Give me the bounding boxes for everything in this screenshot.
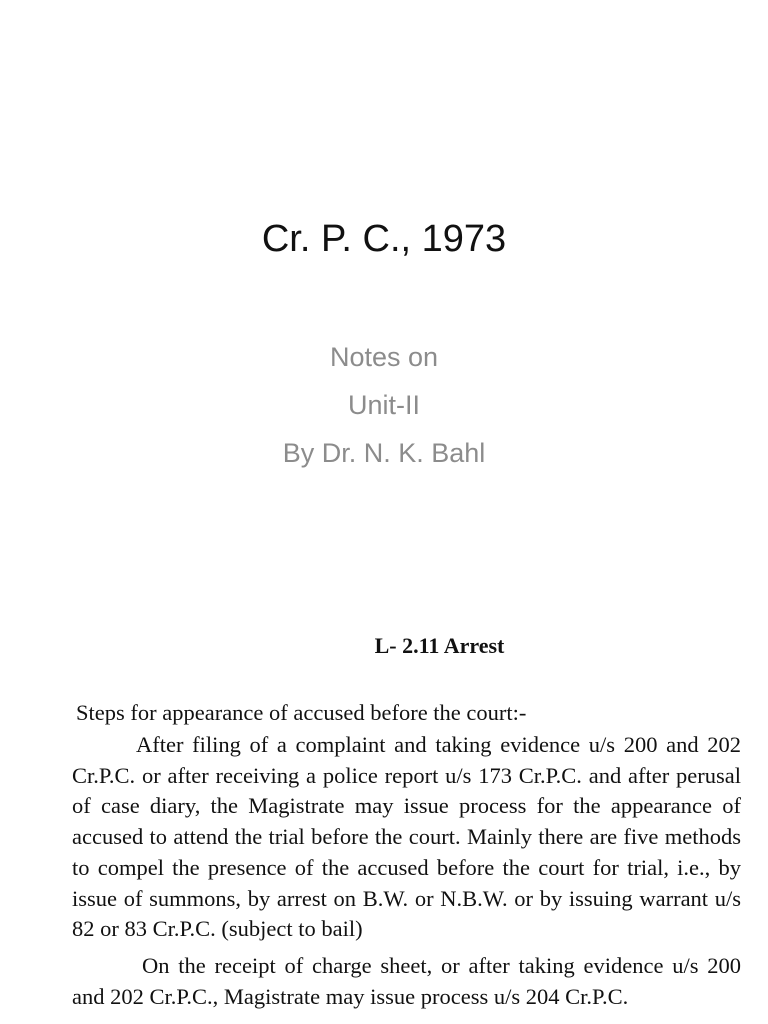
paragraph-process: After filing of a complaint and taking evidence u/s 200 and 202 Cr.P.C. or after receiving a police report u/s 173 Cr.P.C. and after perusal of case diary, the Magistrate may issue process for the appearance of accused to attend the trial before the court. Mainly there are five methods to compel the presence of the accused before the court for trial, i.e., by issue of summons, by arrest on B.W. or N.B.W. or by issuing warrant u/s 82 or 83 Cr.P.C. (subject to bail) <box>72 732 741 942</box>
slide-title: Cr. P. C., 1973 <box>261 218 507 260</box>
slide-subtitle <box>0 333 768 477</box>
steps-heading: Steps for appearance of accused before the court:- <box>76 700 527 725</box>
subtitle-line-unit: Unit-II <box>347 390 420 420</box>
document-page <box>72 630 741 1018</box>
lesson-heading: L- 2.11 Arrest <box>374 633 505 658</box>
subtitle-line-notes: Notes on <box>329 342 439 372</box>
paragraph-charge-sheet: On the receipt of charge sheet, or after taking evidence u/s 200 and 202 Cr.P.C., Magistrate may issue process u/s 204 Cr.P.C. <box>72 952 741 1009</box>
subtitle-line-author: By Dr. N. K. Bahl <box>282 438 486 468</box>
